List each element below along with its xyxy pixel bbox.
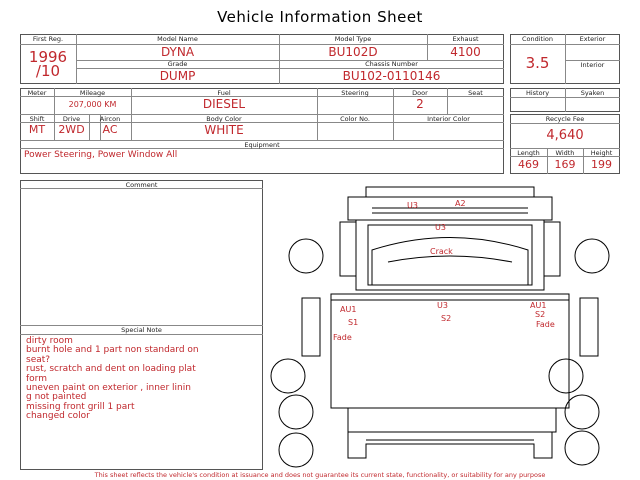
first-reg-year: 1996 bbox=[28, 48, 68, 66]
exterior-label: Exterior bbox=[579, 35, 606, 43]
truck-diagram bbox=[270, 180, 640, 472]
exhaust-label: Exhaust bbox=[452, 35, 479, 43]
fuel-label: Fuel bbox=[217, 89, 231, 97]
list-item: burnt hole and 1 part non standard on bbox=[26, 345, 199, 356]
chassis-value: BU102-0110146 bbox=[342, 69, 441, 83]
disclaimer-footer: This sheet reflects the vehicle's condition at issuance and does not guarantee its current state, functionality, or suitability for any purpose bbox=[94, 471, 546, 479]
list-item: changed color bbox=[26, 411, 90, 422]
mark-fade-left: Fade bbox=[333, 333, 352, 342]
body-color-value: WHITE bbox=[204, 123, 244, 137]
mark-fade-right: Fade bbox=[536, 320, 555, 329]
first-reg-label: First Reg. bbox=[32, 35, 64, 43]
height-value: 199 bbox=[591, 158, 612, 171]
grade-value: DUMP bbox=[159, 69, 196, 83]
length-label: Length bbox=[517, 149, 540, 157]
list-item: form bbox=[26, 373, 47, 384]
length-value: 469 bbox=[518, 158, 539, 171]
mark-a2-top: A2 bbox=[455, 199, 466, 208]
special-note-list bbox=[26, 337, 262, 422]
list-item: missing front grill 1 part bbox=[26, 401, 135, 412]
history-label: History bbox=[525, 89, 550, 97]
list-item: rust, scratch and dent on loading plat bbox=[26, 364, 196, 375]
mileage-value: 207,000 KM bbox=[68, 100, 117, 109]
mark-u3-bed: U3 bbox=[437, 301, 448, 310]
chassis-label: Chassis Number bbox=[365, 60, 418, 68]
mark-au1-left: AU1 bbox=[340, 305, 357, 314]
model-name-value: DYNA bbox=[160, 45, 195, 59]
condition-value: 3.5 bbox=[525, 54, 550, 72]
fuel-value: DIESEL bbox=[202, 97, 246, 111]
door-value: 2 bbox=[416, 97, 424, 111]
aircon-label: Aircon bbox=[99, 115, 121, 123]
meter-label: Meter bbox=[27, 89, 47, 97]
comment-label: Comment bbox=[125, 181, 158, 189]
special-note-label: Special Note bbox=[121, 326, 162, 334]
condition-label: Condition bbox=[521, 35, 554, 43]
width-label: Width bbox=[555, 149, 575, 157]
mileage-label: Mileage bbox=[79, 89, 106, 97]
height-label: Height bbox=[590, 149, 613, 157]
drive-value: 2WD bbox=[58, 123, 85, 136]
aircon-value: AC bbox=[102, 123, 118, 136]
seat-label: Seat bbox=[468, 89, 483, 97]
mark-s2-right: S2 bbox=[535, 310, 546, 319]
exhaust-value: 4100 bbox=[450, 45, 481, 59]
list-item: g not painted bbox=[26, 392, 87, 403]
first-reg-month: /10 bbox=[35, 62, 61, 80]
list-item: uneven paint on exterior , inner linin bbox=[26, 383, 191, 394]
model-name-label: Model Name bbox=[157, 35, 198, 43]
sheet-title: Vehicle Information Sheet bbox=[217, 8, 423, 26]
shift-value: MT bbox=[28, 123, 46, 136]
recycle-fee-value: 4,640 bbox=[546, 128, 584, 143]
model-type-label: Model Type bbox=[334, 35, 372, 43]
mark-s2-bed: S2 bbox=[441, 314, 452, 323]
body-color-label: Body Color bbox=[206, 115, 242, 123]
color-no-label: Color No. bbox=[340, 115, 370, 123]
interior-color-label: Interior Color bbox=[427, 115, 470, 123]
mark-u3-cab: U3 bbox=[435, 223, 446, 232]
interior-label: Interior bbox=[580, 61, 605, 69]
mark-au1-right: AU1 bbox=[530, 301, 547, 310]
list-item: seat? bbox=[26, 354, 51, 365]
mark-u3-top: U3 bbox=[407, 201, 418, 210]
shift-label: Shift bbox=[29, 115, 45, 123]
grade-label: Grade bbox=[167, 60, 188, 68]
recycle-fee-label: Recycle Fee bbox=[545, 115, 585, 123]
door-label: Door bbox=[412, 89, 428, 97]
list-item: dirty room bbox=[26, 336, 73, 346]
model-type-value: BU102D bbox=[328, 45, 378, 59]
equipment-label: Equipment bbox=[244, 141, 280, 149]
width-value: 169 bbox=[554, 158, 576, 171]
mark-s1-left: S1 bbox=[348, 318, 359, 327]
mark-crack: Crack bbox=[430, 247, 453, 256]
syaken-label: Syaken bbox=[580, 89, 605, 97]
equipment-value: Power Steering, Power Window All bbox=[24, 150, 178, 160]
steering-label: Steering bbox=[341, 89, 369, 97]
drive-label: Drive bbox=[62, 115, 81, 123]
